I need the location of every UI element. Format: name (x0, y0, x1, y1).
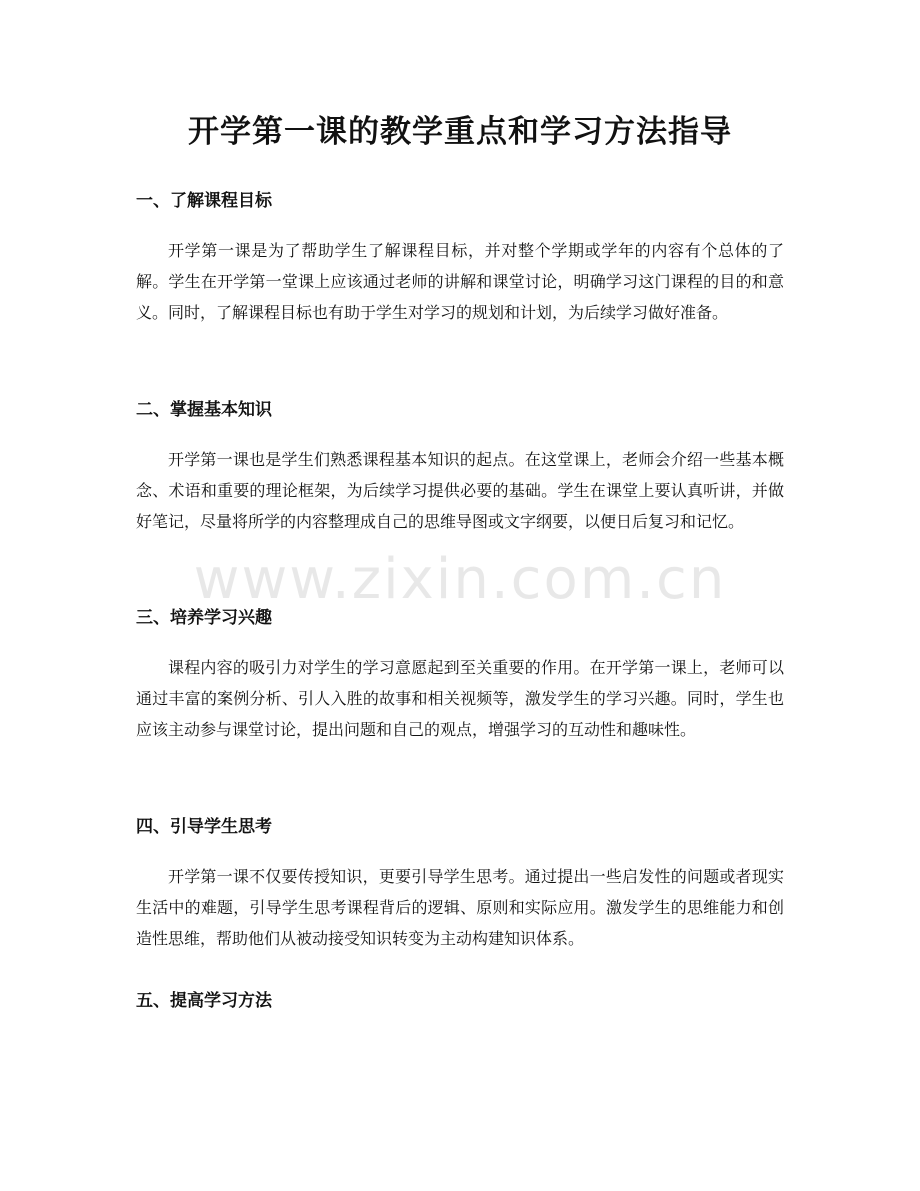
section-heading-5: 五、提高学习方法 (136, 991, 272, 1011)
section-paragraph-2: 开学第一课也是学生们熟悉课程基本知识的起点。在这堂课上，老师会介绍一些基本概念、术语和重要的理论框架，为后续学习提供必要的基础。学生在课堂上要认真听讲，并做好笔记，尽量将所学的内容整理成自己的思维导图或文字纲要，以便日后复习和记忆。 (136, 450, 784, 531)
section-heading-2: 二、掌握基本知识 (136, 400, 272, 420)
section-heading-1: 一、了解课程目标 (136, 191, 272, 211)
section-heading-4: 四、引导学生思考 (136, 817, 272, 837)
watermark: www.zixin.com.cn (193, 547, 727, 612)
section-paragraph-1: 开学第一课是为了帮助学生了解课程目标，并对整个学期或学年的内容有个总体的了解。学生在开学第一堂课上应该通过老师的讲解和课堂讨论，明确学习这门课程的目的和意义。同时，了解课程目标也有助于学生对学习的规划和计划，为后续学习做好准备。 (136, 241, 784, 322)
section-paragraph-3: 课程内容的吸引力对学生的学习意愿起到至关重要的作用。在开学第一课上，老师可以通过丰富的案例分析、引人入胜的故事和相关视频等，激发学生的学习兴趣。同时，学生也应该主动参与课堂讨论，提出问题和自己的观点，增强学习的互动性和趣味性。 (136, 658, 784, 739)
document-title: 开学第一课的教学重点和学习方法指导 (188, 114, 732, 150)
section-heading-3: 三、培养学习兴趣 (136, 608, 272, 628)
section-paragraph-4: 开学第一课不仅要传授知识，更要引导学生思考。通过提出一些启发性的问题或者现实生活中的难题，引导学生思考课程背后的逻辑、原则和实际应用。激发学生的思维能力和创造性思维，帮助他们从被动接受知识转变为主动构建知识体系。 (136, 867, 784, 948)
